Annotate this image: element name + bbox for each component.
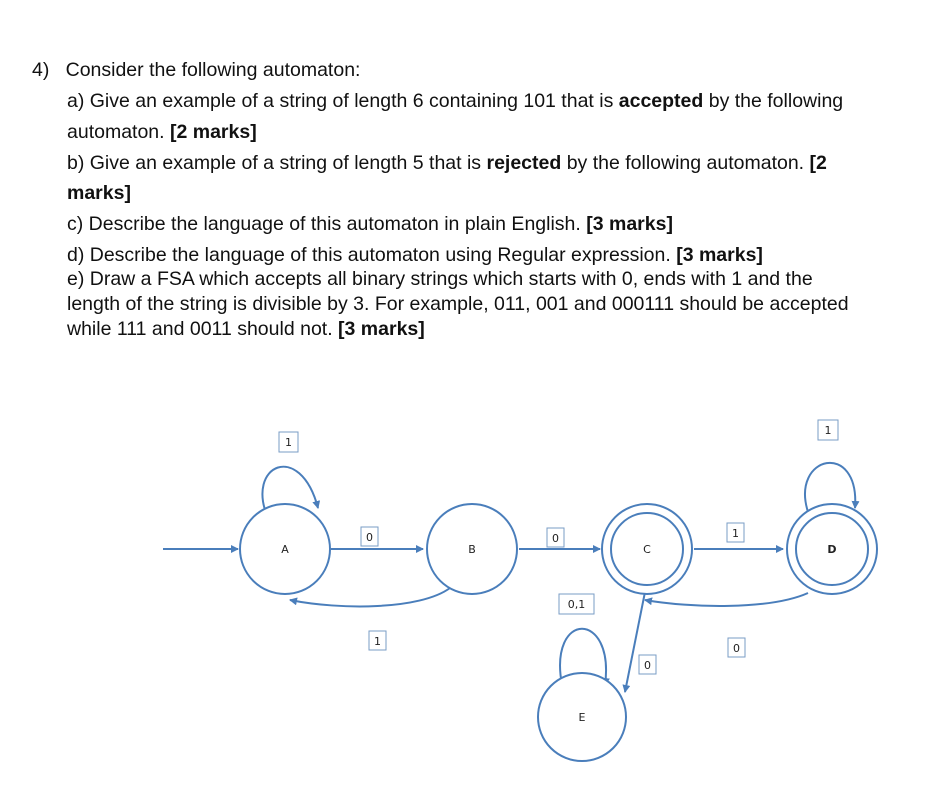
label-d-c: 0 xyxy=(733,642,740,655)
label-b-a: 1 xyxy=(374,635,381,648)
part-b-text: b) Give an example of a string of length 5 that is xyxy=(67,152,487,174)
label-e-c: 0 xyxy=(644,659,651,672)
label-a-b: 0 xyxy=(366,531,373,544)
part-e-marks: [3 marks] xyxy=(338,318,425,340)
part-b-marks-start: [2 xyxy=(809,152,827,174)
part-e-text-3: while 111 and 0011 should not. xyxy=(67,318,339,340)
label-a-self: 1 xyxy=(285,436,292,449)
label-c-e: 0,1 xyxy=(567,598,586,611)
label-b-c: 0 xyxy=(552,532,559,545)
edge-b-a xyxy=(290,588,450,606)
part-e-text-2: length of the string is divisible by 3. For example, 011, 001 and 000111 should be accepted xyxy=(67,293,849,315)
transition-label-boxes xyxy=(279,420,838,674)
label-d-self: 1 xyxy=(824,424,832,437)
state-b-label: B xyxy=(468,543,476,556)
part-a-marks: [2 marks] xyxy=(169,121,257,143)
edge-c-e xyxy=(625,592,645,692)
part-a-text-end: by the following xyxy=(703,90,844,112)
state-d-label: D xyxy=(827,543,837,556)
part-e-text-1: e) Draw a FSA which accepts all binary strings which starts with 0, ends with 1 and the xyxy=(67,268,813,290)
part-b-text-end: by the following automaton. xyxy=(561,152,810,174)
part-d-marks: [3 marks] xyxy=(676,244,763,266)
edge-d-c xyxy=(645,593,808,606)
question-intro: Consider the following automaton: xyxy=(65,59,361,81)
part-c-text: c) Describe the language of this automaton in plain English. xyxy=(67,213,587,235)
part-c-marks: [3 marks] xyxy=(586,213,673,235)
part-d-text: d) Describe the language of this automaton using Regular expression. xyxy=(67,244,677,266)
state-a-label: A xyxy=(281,543,289,556)
part-a-bold: accepted xyxy=(618,90,704,112)
part-a-text-2: automaton. xyxy=(67,121,170,143)
part-b-bold: rejected xyxy=(486,152,562,174)
part-a-text: a) Give an example of a string of length 6 containing 101 that is xyxy=(67,90,619,112)
label-c-d: 1 xyxy=(732,527,739,540)
question-number: 4) xyxy=(32,59,50,81)
state-c-label: C xyxy=(643,543,651,556)
part-b-marks-end: marks] xyxy=(67,182,131,204)
state-e-label: E xyxy=(578,711,586,724)
